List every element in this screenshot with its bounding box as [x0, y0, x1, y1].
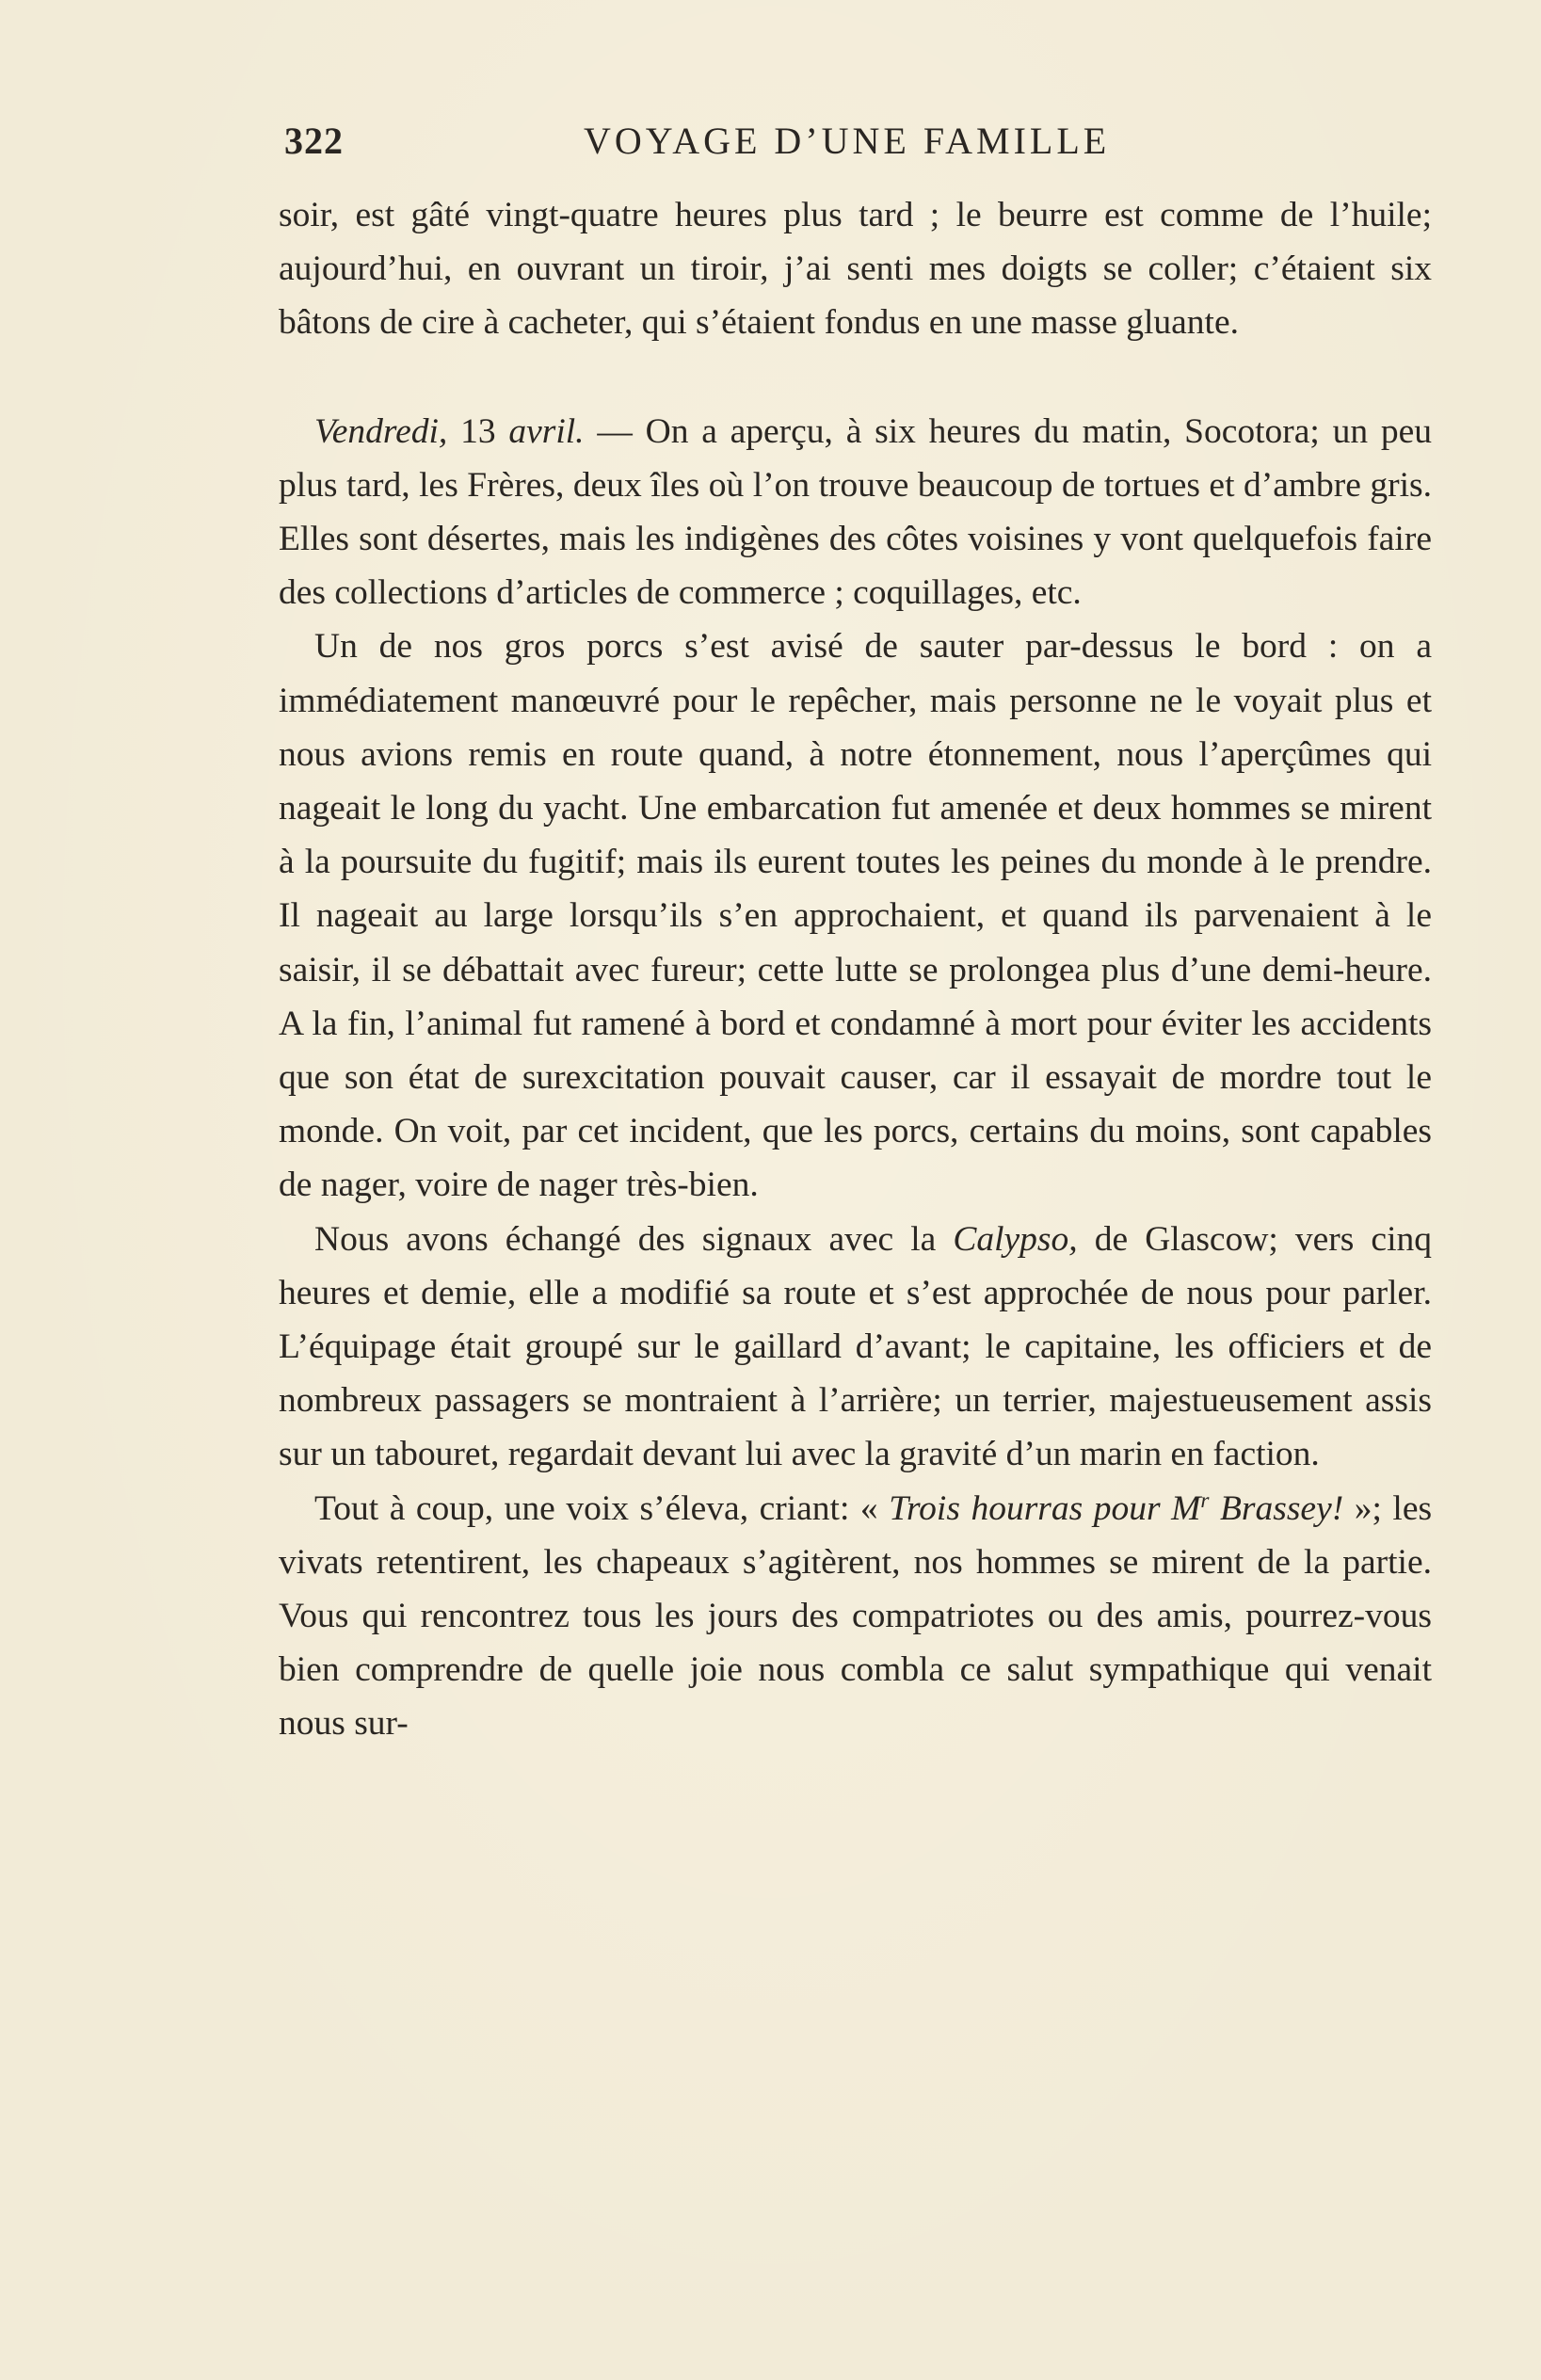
paragraph-pig-incident	[279, 619, 1432, 1212]
paragraph-text: soir, est gâté vingt-quatre heures plus tard ; le beurre est comme de l’huile; aujourd’hui, en ouvrant un tiroir, j’ai senti mes doigts se coller; c’étaient six bâtons de cire à cacheter, qui s’étaient fondus en une masse gluante.	[279, 196, 1432, 343]
honorific	[1171, 1489, 1209, 1528]
honorific-letter: M	[1171, 1488, 1201, 1528]
paragraph-continuation	[279, 188, 1432, 350]
paragraph-text: — On a aperçu, à six heures du matin, Socotora; un peu plus tard, les Frères, deux îles où l’on trouve beaucoup de tortues et d’ambre gris. Elles sont désertes, mais les indigènes des côtes voisines y vont quelquefois faire des collections d’articles de commerce ; coquillages, etc.	[279, 411, 1433, 613]
honorific-superscript: r	[1200, 1488, 1210, 1513]
person-name: Brassey!	[1219, 1488, 1344, 1528]
page-number: 322	[284, 120, 344, 162]
paragraph-signals	[279, 1213, 1432, 1482]
date-month: avril.	[508, 411, 585, 451]
date-day-number: 13	[460, 411, 496, 451]
running-title: VOYAGE D’UNE FAMILLE	[584, 120, 1111, 162]
body-text	[279, 188, 1432, 1751]
date-weekday: Vendredi,	[314, 411, 448, 451]
running-head	[284, 119, 1433, 166]
paragraph-text-end: de Glascow; vers cinq heures et demie, elle a modifié sa route et s’est approchée de nous pour parler. L’équipage était groupé sur le gaillard d’avant; le capitaine, les officiers et de nombreux passagers se montraient à l’arrière; un terrier, majestueusement assis sur un tabouret, regardait devant lui avec la gravité d’un marin en faction.	[279, 1219, 1432, 1474]
paragraph-text: Un de nos gros porcs s’est avisé de sauter par-dessus le bord : on a immédiatement manœuvré pour le repêcher, mais personne ne le voyait plus et nous avions remis en route quand, à notre étonnement, nous l’aperçûmes qui nageait le long du yacht. Une embarcation fut amenée et deux hommes se mirent à la poursuite du fugitif; mais ils eurent toutes les peines du monde à le prendre. Il nageait au large lorsqu’ils s’en approchaient, et quand ils parvenaient à le saisir, il se débattait avec fureur; cette lutte se prolongea plus d’une demi-heure. A la fin, l’animal fut ramené à bord et condamné à mort pour éviter les accidents que son état de surexcitation pouvait causer, car il essayait de mordre tout le monde. On voit, par cet incident, que les porcs, certains du moins, sont capables de nager, voire de nager très-bien.	[279, 627, 1432, 1205]
paragraph-hurrahs	[279, 1482, 1432, 1751]
paragraph-dated-entry	[279, 405, 1432, 620]
close-quote: »	[1354, 1488, 1372, 1528]
quoted-cheer: Trois hourras pour	[889, 1488, 1161, 1528]
ship-name: Calypso,	[953, 1219, 1078, 1259]
paragraph-text-start: Nous avons échangé des signaux avec la	[314, 1219, 937, 1259]
paragraph-text-start: Tout à coup, une voix s’éleva, criant: «	[314, 1488, 878, 1528]
paragraph-text-end: ; les vivats retentirent, les chapeaux s’agitèrent, nos hommes se mirent de la partie. Vous qui rencontrez tous les jours des compatriotes ou des amis, pourrez-vous bien comprendre de quelle joie nous combla ce salut sympathique qui venait nous sur-	[279, 1488, 1433, 1744]
